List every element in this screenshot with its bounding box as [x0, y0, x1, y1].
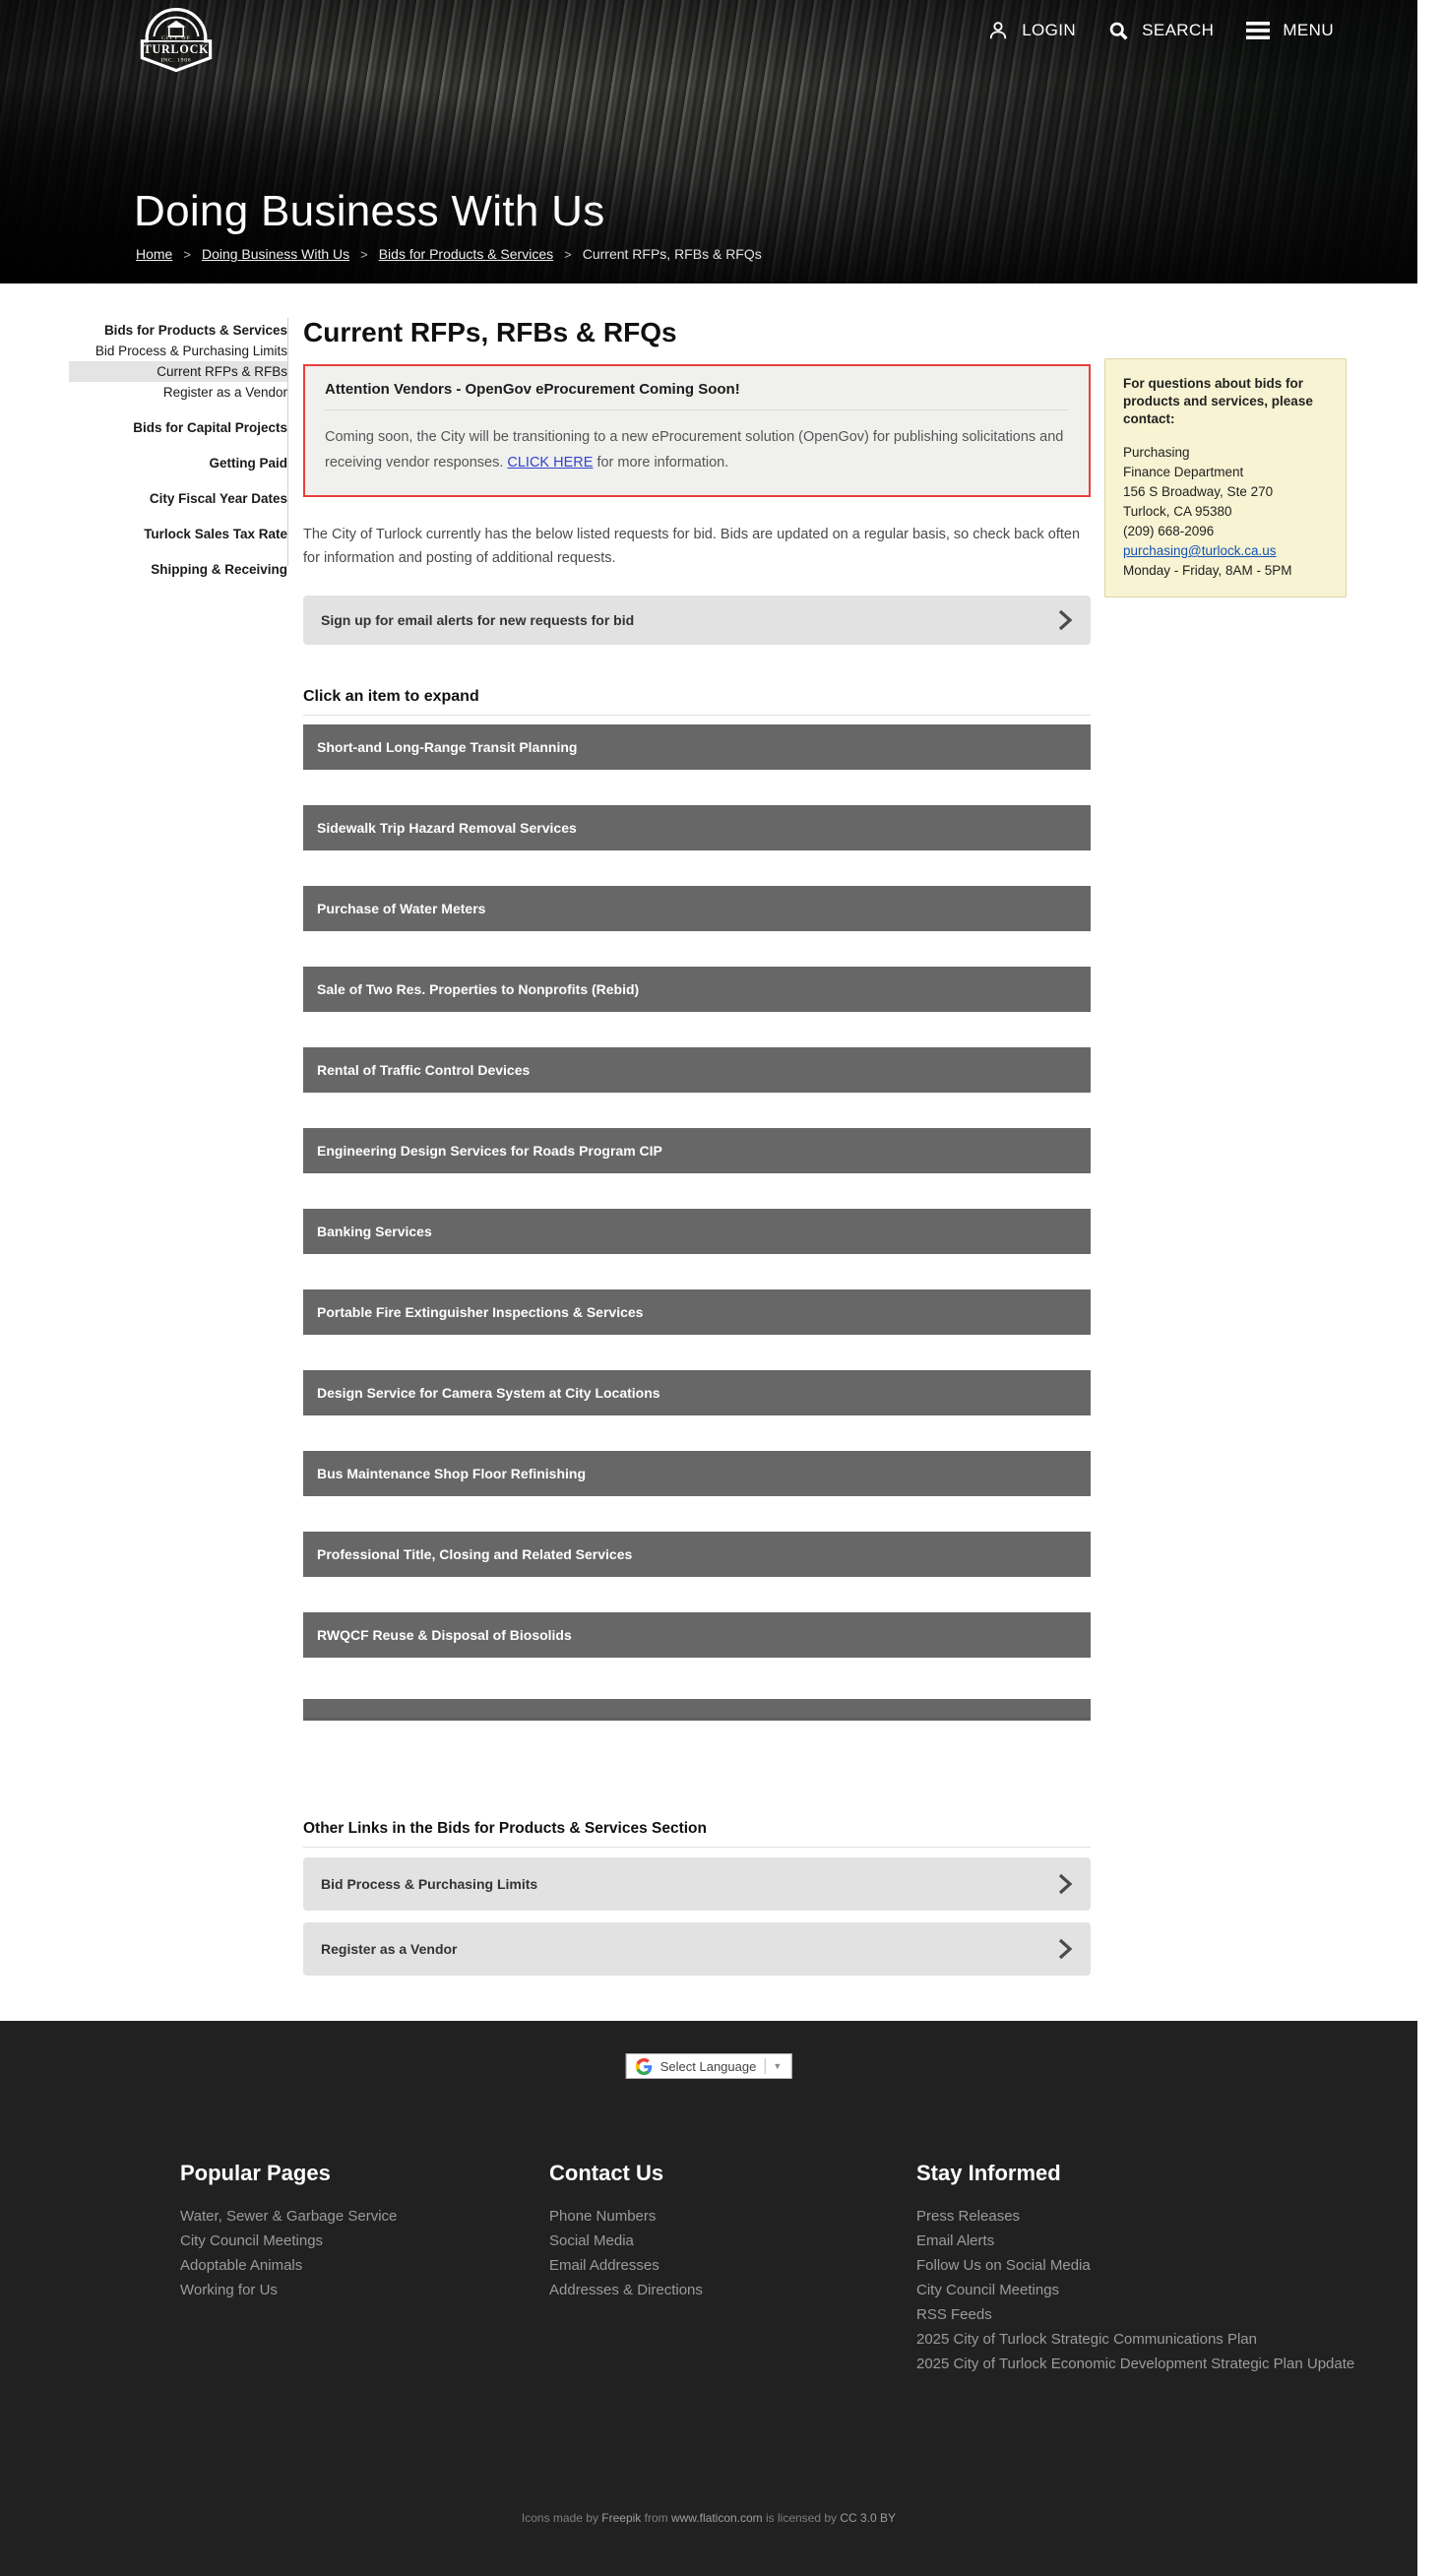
- bid-item-label: Engineering Design Services for Roads Program CIP: [317, 1143, 662, 1159]
- footer-link-email-addresses[interactable]: Email Addresses: [549, 2257, 659, 2274]
- footer-link-water-sewer-garbage[interactable]: Water, Sewer & Garbage Service: [180, 2208, 398, 2225]
- sidebar-item-turlock-sales-tax-rate[interactable]: Turlock Sales Tax Rate: [144, 527, 287, 541]
- main-column: [303, 303, 1091, 1976]
- bid-item-rwqcf-biosolids[interactable]: [303, 1612, 1091, 1658]
- sidebar-item-register-as-vendor[interactable]: Register as a Vendor: [162, 385, 287, 400]
- alert-text-before-link: Coming soon, the City will be transitioning to a new eProcurement solution (OpenGov) for publishing solicitations and receiving vendor responses.: [325, 429, 1064, 471]
- breadcrumb-separator: >: [564, 246, 572, 262]
- footer-link-email-alerts[interactable]: Email Alerts: [916, 2232, 995, 2249]
- breadcrumb-separator: >: [360, 246, 368, 262]
- bid-item-fire-extinguisher[interactable]: [303, 1289, 1091, 1335]
- main-content: [0, 283, 1417, 2021]
- bid-item-bus-floor-refinishing[interactable]: [303, 1451, 1091, 1496]
- alert-text-after-link: for more information.: [593, 455, 729, 471]
- login-button[interactable]: [987, 20, 1076, 41]
- bid-item-label: Banking Services: [317, 1224, 432, 1239]
- sidebar-item-bids-for-capital-projects[interactable]: Bids for Capital Projects: [133, 420, 287, 435]
- sidebar-item-city-fiscal-year-dates[interactable]: City Fiscal Year Dates: [149, 491, 287, 506]
- breadcrumb: [136, 246, 762, 262]
- bid-item-empty[interactable]: [303, 1699, 1091, 1721]
- bid-item-water-meters[interactable]: [303, 886, 1091, 931]
- icons-credit-line: [0, 2511, 1417, 2525]
- other-link-label: Bid Process & Purchasing Limits: [321, 1876, 538, 1892]
- hamburger-menu-icon: [1246, 21, 1270, 40]
- divider: [764, 2058, 765, 2074]
- search-icon: [1108, 21, 1129, 41]
- top-navigation: [987, 20, 1334, 41]
- footer-columns: [180, 2161, 1428, 2376]
- bid-item-traffic-control-devices[interactable]: [303, 1047, 1091, 1093]
- footer-link-press-releases[interactable]: Press Releases: [916, 2208, 1021, 2225]
- footer-link-economic-development-plan[interactable]: 2025 City of Turlock Economic Development Strategic Plan Update: [916, 2356, 1355, 2372]
- dropdown-arrow-icon: ▼: [773, 2061, 783, 2071]
- contact-division: Finance Department: [1123, 465, 1244, 479]
- credit-text: from: [641, 2511, 671, 2525]
- sidebar-item-bid-process-purchasing-limits[interactable]: Bid Process & Purchasing Limits: [94, 344, 287, 358]
- contact-address-city: Turlock, CA 95380: [1123, 504, 1232, 519]
- contact-hours: Monday - Friday, 8AM - 5PM: [1123, 563, 1292, 578]
- search-button[interactable]: [1108, 21, 1214, 41]
- bid-item-label: Bus Maintenance Shop Floor Refinishing: [317, 1466, 587, 1481]
- footer-column-popular-pages: [180, 2161, 549, 2376]
- menu-button[interactable]: [1246, 21, 1334, 40]
- footer-link-rss-feeds[interactable]: RSS Feeds: [916, 2306, 992, 2323]
- alert-title: Attention Vendors - OpenGov eProcurement Coming Soon!: [325, 381, 1069, 410]
- footer-link-strategic-communications-plan[interactable]: 2025 City of Turlock Strategic Communications Plan: [916, 2331, 1257, 2348]
- contact-department: Purchasing: [1123, 445, 1190, 460]
- language-selector[interactable]: [626, 2053, 792, 2079]
- breadcrumb-separator: >: [183, 246, 191, 262]
- bid-item-banking-services[interactable]: [303, 1209, 1091, 1254]
- sidebar-item-getting-paid[interactable]: Getting Paid: [209, 456, 287, 471]
- sidebar-divider: [287, 318, 288, 566]
- bid-item-label: Portable Fire Extinguisher Inspections & Services: [317, 1304, 644, 1320]
- search-label: SEARCH: [1142, 21, 1215, 39]
- sidebar-navigation: [69, 320, 287, 580]
- other-link-label: Register as a Vendor: [321, 1941, 458, 1957]
- bid-item-sidewalk-trip-hazard[interactable]: [303, 805, 1091, 850]
- chevron-right-icon: [1057, 1938, 1073, 1960]
- footer-column-heading: Stay Informed: [916, 2161, 1061, 2185]
- bid-item-label: Rental of Traffic Control Devices: [317, 1062, 531, 1078]
- credit-text: Icons made by: [521, 2511, 602, 2525]
- footer-column-heading: Popular Pages: [180, 2161, 331, 2185]
- bid-item-label: Design Service for Camera System at City Locations: [317, 1385, 660, 1401]
- contact-email-link[interactable]: purchasing@turlock.ca.us: [1123, 543, 1277, 558]
- bid-process-purchasing-limits-button[interactable]: [303, 1857, 1091, 1911]
- login-label: LOGIN: [1022, 21, 1077, 39]
- vendor-alert-box: [303, 364, 1091, 497]
- logo-text-inc-1908: INC. 1908: [160, 57, 192, 64]
- bid-item-transit-planning[interactable]: [303, 724, 1091, 770]
- freepik-link[interactable]: Freepik: [601, 2511, 642, 2525]
- page-title: Current RFPs, RFBs & RFQs: [303, 317, 677, 347]
- footer-link-adoptable-animals[interactable]: Adoptable Animals: [180, 2257, 303, 2274]
- bid-item-label: Purchase of Water Meters: [317, 901, 486, 916]
- email-alerts-signup-button[interactable]: [303, 596, 1091, 645]
- chevron-right-icon: [1057, 609, 1073, 631]
- breadcrumb-current-page: Current RFPs, RFBs & RFQs: [582, 246, 762, 262]
- footer-link-phone-numbers[interactable]: Phone Numbers: [549, 2208, 657, 2225]
- bid-item-sale-res-properties[interactable]: [303, 967, 1091, 1012]
- footer-link-follow-social-media[interactable]: Follow Us on Social Media: [916, 2257, 1091, 2274]
- divider: [303, 715, 1091, 716]
- footer-link-city-council-meetings[interactable]: City Council Meetings: [180, 2232, 324, 2249]
- divider: [303, 1847, 1091, 1848]
- footer-column-stay-informed: [916, 2161, 1428, 2376]
- footer-link-social-media[interactable]: Social Media: [549, 2232, 634, 2249]
- bid-item-label: Sale of Two Res. Properties to Nonprofits (Rebid): [317, 981, 640, 997]
- footer: [0, 2021, 1417, 2576]
- footer-link-city-council-meetings[interactable]: City Council Meetings: [916, 2282, 1060, 2298]
- bid-item-label: Short-and Long-Range Transit Planning: [317, 739, 578, 755]
- intro-paragraph: The City of Turlock currently has the below listed requests for bid. Bids are updated on a regular basis, so check back often for information and posting of additional requests.: [303, 527, 1081, 566]
- cc-license-link[interactable]: CC 3.0 BY: [840, 2511, 897, 2525]
- bid-item-label: RWQCF Reuse & Disposal of Biosolids: [317, 1627, 572, 1643]
- user-icon: [987, 20, 1009, 41]
- page-section-title: Doing Business With Us: [134, 187, 605, 235]
- bid-item-camera-system[interactable]: [303, 1370, 1091, 1415]
- bid-item-roads-program-cip[interactable]: [303, 1128, 1091, 1173]
- google-translate-icon: [636, 2058, 653, 2075]
- sidebar-item-current-rfps-rfbs[interactable]: Current RFPs & RFBs: [69, 361, 287, 382]
- signup-button-label: Sign up for email alerts for new requests for bid: [321, 612, 635, 628]
- contact-info-box: [1104, 358, 1347, 597]
- contact-phone: (209) 668-2096: [1123, 524, 1215, 538]
- click-here-link[interactable]: CLICK HERE: [507, 455, 594, 471]
- breadcrumb-home[interactable]: Home: [136, 246, 173, 262]
- menu-label: MENU: [1283, 21, 1334, 39]
- bid-item-label: Sidewalk Trip Hazard Removal Services: [317, 820, 577, 836]
- city-of-turlock-logo[interactable]: [136, 8, 217, 73]
- other-links-heading: Other Links in the Bids for Products & Services Section: [303, 1820, 707, 1837]
- sidebar-item-bids-for-products-services[interactable]: Bids for Products & Services: [103, 323, 287, 338]
- logo-text-turlock: TURLOCK: [143, 41, 210, 56]
- hero-header: [0, 0, 1417, 283]
- expand-instruction-heading: Click an item to expand: [303, 688, 479, 705]
- flaticon-link[interactable]: www.flaticon.com: [670, 2511, 763, 2525]
- contact-address-street: 156 S Broadway, Ste 270: [1123, 484, 1274, 499]
- footer-link-addresses-directions[interactable]: Addresses & Directions: [549, 2282, 703, 2298]
- chevron-right-icon: [1057, 1873, 1073, 1895]
- bid-item-professional-title[interactable]: [303, 1532, 1091, 1577]
- breadcrumb-bids-products-services[interactable]: Bids for Products & Services: [378, 246, 554, 262]
- footer-link-working-for-us[interactable]: Working for Us: [180, 2282, 278, 2298]
- bid-list: [303, 724, 1091, 1721]
- alert-body: [325, 424, 1069, 475]
- register-as-vendor-button[interactable]: [303, 1922, 1091, 1976]
- credit-text: is licensed by: [762, 2511, 841, 2525]
- sidebar-item-shipping-receiving[interactable]: Shipping & Receiving: [151, 562, 287, 577]
- language-selector-label: Select Language: [659, 2058, 757, 2074]
- breadcrumb-doing-business[interactable]: Doing Business With Us: [201, 246, 350, 262]
- bid-item-label: Professional Title, Closing and Related Services: [317, 1546, 633, 1562]
- contact-box-heading: For questions about bids for products and services, please contact:: [1123, 376, 1313, 426]
- footer-column-heading: Contact Us: [549, 2161, 664, 2185]
- footer-column-contact-us: [549, 2161, 916, 2376]
- logo-text-city-of: CITY OF: [161, 35, 191, 42]
